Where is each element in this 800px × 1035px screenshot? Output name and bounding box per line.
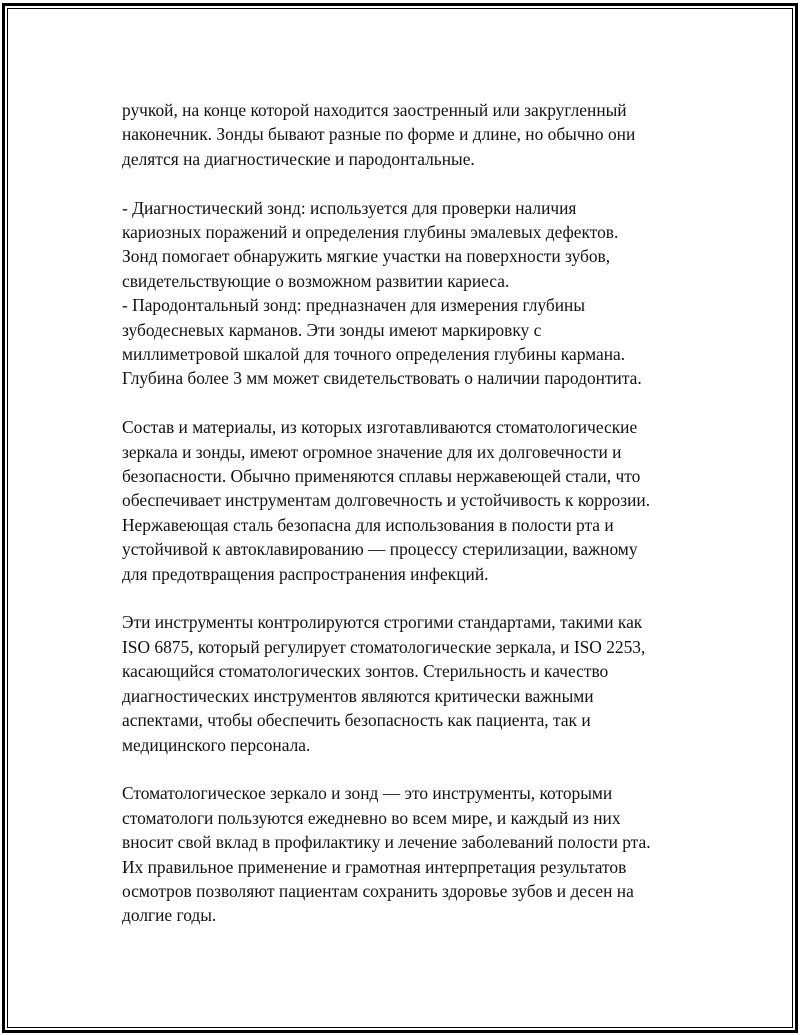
text-line: - Пародонтальный зонд: предназначен для измерения глубины xyxy=(122,295,586,316)
text-line: наконечник. Зонды бывают разные по форме и длине, но обычно они xyxy=(122,124,636,145)
text-line: устойчивой к автоклавированию — процессу стерилизации, важному xyxy=(122,539,638,560)
text-line: миллиметровой шкалой для точного определения глубины кармана. xyxy=(122,344,626,365)
text-line: кариозных поражений и определения глубины эмалевых дефектов. xyxy=(122,222,619,243)
text-line: Состав и материалы, из которых изготавливаются стоматологические xyxy=(122,417,638,438)
text-line: Эти инструменты контролируются строгими стандартами, такими как xyxy=(122,612,643,633)
paragraph-materials xyxy=(122,415,702,586)
text-line: медицинского персонала. xyxy=(122,734,311,755)
text-line: Их правильное применение и грамотная интерпретация результатов xyxy=(122,856,627,877)
text-line: обеспечивает инструментам долговечность и устойчивость к коррозии. xyxy=(122,490,651,511)
text-line: ручкой, на конце которой находится заостренный или закругленный xyxy=(122,100,627,120)
text-line: ISO 6875, который регулирует стоматологические зеркала, и ISO 2253, xyxy=(122,636,646,657)
document-body xyxy=(122,98,702,952)
text-line: Глубина более 3 мм может свидетельствовать о наличии пародонтита. xyxy=(122,368,642,389)
text-line: - Диагностический зонд: используется для проверки наличия xyxy=(122,197,577,218)
text-line: касающийся стоматологических зонтов. Стерильность и качество xyxy=(122,661,609,682)
paragraph-standards xyxy=(122,610,702,756)
text-line: делятся на диагностические и пародонтальные. xyxy=(122,148,475,169)
text-line: зеркала и зонды, имеют огромное значение для их долговечности и xyxy=(122,441,622,462)
paragraph-probe-types xyxy=(122,196,702,391)
text-line: для предотвращения распространения инфекций. xyxy=(122,563,489,584)
text-line: Нержавеющая сталь безопасна для использования в полости рта и xyxy=(122,514,614,535)
text-line: безопасности. Обычно применяются сплавы нержавеющей стали, что xyxy=(122,466,641,487)
text-line: стоматологи пользуются ежедневно во всем мире, и каждый из них xyxy=(122,807,621,828)
text-line: диагностических инструментов являются критически важными xyxy=(122,685,594,706)
text-line: долгие годы. xyxy=(122,905,217,926)
page-frame xyxy=(2,3,798,1033)
text-line: вносит свой вклад в профилактику и лечение заболеваний полости рта. xyxy=(122,832,651,853)
text-line: зубодесневых карманов. Эти зонды имеют маркировку с xyxy=(122,319,542,340)
text-line: аспектами, чтобы обеспечить безопасность как пациента, так и xyxy=(122,710,591,731)
text-line: Стоматологическое зеркало и зонд — это инструменты, которыми xyxy=(122,783,613,804)
paragraph-conclusion xyxy=(122,781,702,927)
paragraph-probe-intro xyxy=(122,98,702,171)
text-line: осмотров позволяют пациентам сохранить здоровье зубов и десен на xyxy=(122,880,634,901)
text-line: Зонд помогает обнаружить мягкие участки на поверхности зубов, xyxy=(122,246,611,267)
text-line: свидетельствующие о возможном развитии кариеса. xyxy=(122,270,510,291)
